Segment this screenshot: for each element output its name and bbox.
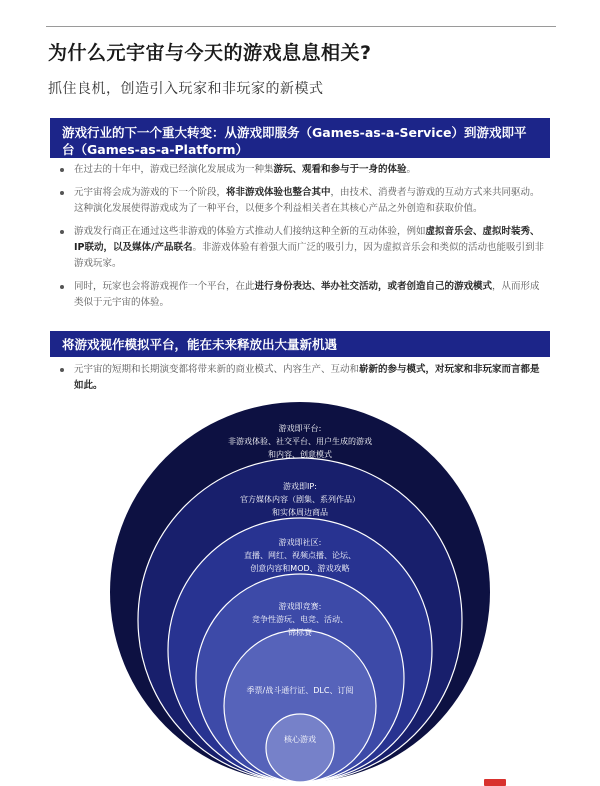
list-item: 同时，玩家也会将游戏视作一个平台，在此进行身份表达、举办社交活动，或者创造自己的游戏模式，从而形成类似于元宇宙的体验。 [56, 279, 548, 311]
ring-core-game [266, 714, 334, 782]
list-item: 元宇宙的短期和长期演变都将带来新的商业模式、内容生产、互动和崭新的参与模式，对玩家和非玩家而言都是如此。 [56, 362, 548, 394]
list-item: 元宇宙将会成为游戏的下一个阶段，将非游戏体验也整合其中，由技术、消费者与游戏的互动方式来共同驱动。这种演化发展使得游戏成为了一种平台，以便多个利益相关者在其核心产品之外创造和获取价值。 [56, 185, 548, 217]
nested-circle-diagram [0, 400, 600, 786]
top-divider [46, 26, 556, 27]
section1-bullet-list [56, 162, 548, 318]
brand-logo [484, 779, 506, 786]
ring-label-community: 游戏即社区: 直播、网红、视频点播、论坛、 创意内容和MOD、游戏攻略 [244, 538, 356, 573]
ring-label-season-pass: 季票/战斗通行证、DLC、订阅 [246, 686, 354, 695]
ring-label-platform: 游戏即平台: 非游戏体验、社交平台、用户生成的游戏 和内容、创意模式 [228, 424, 372, 459]
ring-label-ip: 游戏即IP: 官方媒体内容（剧集、系列作品） 和实体周边商品 [240, 482, 360, 517]
list-item: 在过去的十年中，游戏已经演化发展成为一种集游玩、观看和参与于一身的体验。 [56, 162, 548, 178]
ring-label-competition: 游戏即竞赛: 竞争性游玩、电竞、活动、 锦标赛 [252, 602, 348, 637]
section2-bullet-list [56, 362, 548, 401]
page-subtitle: 抓住良机，创造引入玩家和非玩家的新模式 [48, 81, 324, 97]
list-item: 游戏发行商正在通过这些非游戏的体验方式推动人们接纳这种全新的互动体验，例如虚拟音乐会、虚拟时装秀、IP联动，以及媒体/产品联名。非游戏体验有着强大而广泛的吸引力，因为虚拟音乐会和类似的活动也能吸引到非游戏玩家。 [56, 224, 548, 272]
page-title: 为什么元宇宙与今天的游戏息息相关? [48, 42, 372, 64]
section1-banner: 游戏行业的下一个重大转变：从游戏即服务（Games-as-a-Service）到游戏即平台（Games-as-a-Platform） [50, 118, 550, 158]
section2-banner: 将游戏视作模拟平台，能在未来释放出大量新机遇 [50, 331, 550, 357]
ring-label-core-game: 核心游戏 [284, 735, 316, 744]
